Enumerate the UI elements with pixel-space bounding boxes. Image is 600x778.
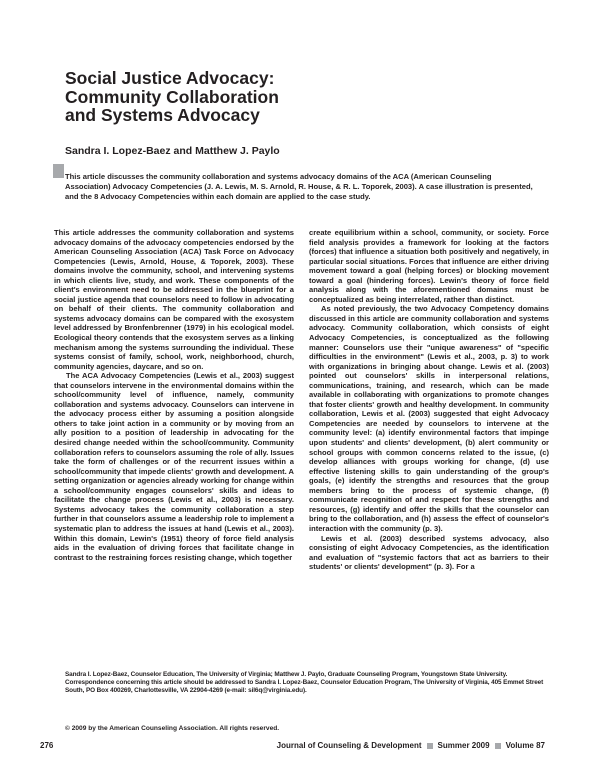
body-paragraph: create equilibrium within a school, community, or society. Force field analysis provides a framework for looking at the factors (forces) that influence a situation both positively and negatively, in particular social situations. Forces that influence are either driving movement toward a goal (helping forces) or blocking movement toward a goal (hindering forces). Lewin's theory of force field analysis along with the aforementioned domains must be conceptualized as being interrelated, rather than distinct. (309, 228, 549, 304)
abstract-marker-square (53, 164, 64, 178)
author-footnote: Sandra I. Lopez-Baez, Counselor Education, The University of Virginia; Matthew J. Paylo, Graduate Counseling Program, Youngstown State University. Correspondence concerning this article should be addressed to Sandra I. Lopez-Baez, Counselor Education Program, The University of Virginia, 405 Emmet Street South, PO Box 400269, Charlottesville, VA 22904-4269 (e-mail: sil6q@virginia.edu). (65, 671, 544, 694)
issue-season: Summer 2009 (437, 741, 490, 750)
body-column-left (54, 228, 294, 562)
separator-square-icon (427, 743, 433, 749)
separator-square-icon (495, 743, 501, 749)
body-paragraph: As noted previously, the two Advocacy Competency domains discussed in this article are community collaboration and systems advocacy. Community collaboration, which consists of eight Advocacy Competencies, is conceptualized as the following manner: Counselors use their "unique awareness" of "specific difficulties in the environment" (Lewis et al., 2003, p. 3) to work with organizations in bringing about change. Lewis et al. (2003) pointed out counselors' skills in interpersonal relations, communications, training, and research, which can be made available in collaborating with organizations to promote changes that foster clients' growth and healthy development. In community collaboration, Lewis et al. (2003) suggested that eight Advocacy Competencies are needed by counselors to intervene at the community level: (a) identify environmental factors that impinge upon students' and clients' development, (b) alert community or school groups with common concerns related to the issue, (c) develop alliances with groups working for change, (d) use effective listening skills to gain understanding of the group's goals, (e) identify the strengths and resources that the group members bring to the process of systemic change, (f) communicate recognition of and respect for these strengths and resources, (g) identify and offer the skills that the counselor can bring to the collaboration, and (h) assess the effect of counselor's interaction with the community (p. 3). (309, 304, 549, 533)
article-title (65, 69, 365, 125)
body-paragraph: This article addresses the community collaboration and systems advocacy domains of the advocacy competencies endorsed by the American Counseling Association (ACA) Task Force on Advocacy Competencies (Lewis, Arnold, House, & Toporek, 2003). These domains involve the community, school, and intervening systems in which clients live, study, and work. These components of the client's environment need to be addressed in the blueprint for a social justice agenda that counselors need to follow in advocating on behalf of their clients. The community collaboration and systems advocacy domains can be compared with the exosystem level addressed by Bronfenbrenner (1979) in his ecological model. Ecological theory contends that the exosystem serves as a linking mechanism among the systems surrounding the individual. These systems consist of family, school, work, neighborhood, church, community agencies, daycare, and so on. (54, 228, 294, 371)
page-number: 276 (40, 741, 54, 750)
title-line-1: Social Justice Advocacy: (65, 68, 275, 88)
running-footer (277, 741, 545, 750)
title-line-2: Community Collaboration (65, 86, 279, 107)
body-paragraph: The ACA Advocacy Competencies (Lewis et al., 2003) suggest that counselors intervene in the environmental domains within the school/community level of influence, namely, community collaboration and systems advocacy. Counselors can intervene in the advocacy process either by assuming a position alongside others to take joint action in a community or by moving from an ally position to a position of leadership in advocating for the desired change needed within the school/community. Community collaboration refers to counselors assuming the role of ally. Issues take the form of challenges or of the recurrent issues within a school/community that impede clients' growth and development. A setting organization or agencies already working for change within a school/community engages counselors' skills and ideas to facilitate the change process (Lewis et al., 2003) is necessary. Systems advocacy takes the community collaboration a step further in that counselors assume a leadership role to implement a systematic plan to address the issues at hand (Lewis et al., 2003). Within this domain, Lewin's (1951) theory of force field analysis aids in the evaluation of driving forces that facilitate change in contrast to the restraining forces resisting change, which together (54, 371, 294, 562)
body-column-right (309, 228, 549, 572)
title-line-3: and Systems Advocacy (65, 105, 260, 125)
volume-number: Volume 87 (505, 741, 545, 750)
article-abstract: This article discusses the community collaboration and systems advocacy domains of the ACA (American Counseling Association) Advocacy Competencies (J. A. Lewis, M. S. Arnold, R. House, & R. L. Toporek, 2003). A case illustration is presented, and the 8 Advocacy Competencies within each domain are applied to the case study. (65, 172, 533, 201)
body-paragraph: Lewis et al. (2003) described systems advocacy, also consisting of eight Advocacy Competencies, as the identification and evaluation of "systemic factors that act as barriers to their students' or clients' development" (p. 3). For a (309, 533, 549, 572)
copyright-notice: © 2009 by the American Counseling Association. All rights reserved. (65, 725, 280, 732)
article-authors: Sandra I. Lopez-Baez and Matthew J. Paylo (65, 145, 280, 157)
journal-name: Journal of Counseling & Development (276, 741, 422, 750)
